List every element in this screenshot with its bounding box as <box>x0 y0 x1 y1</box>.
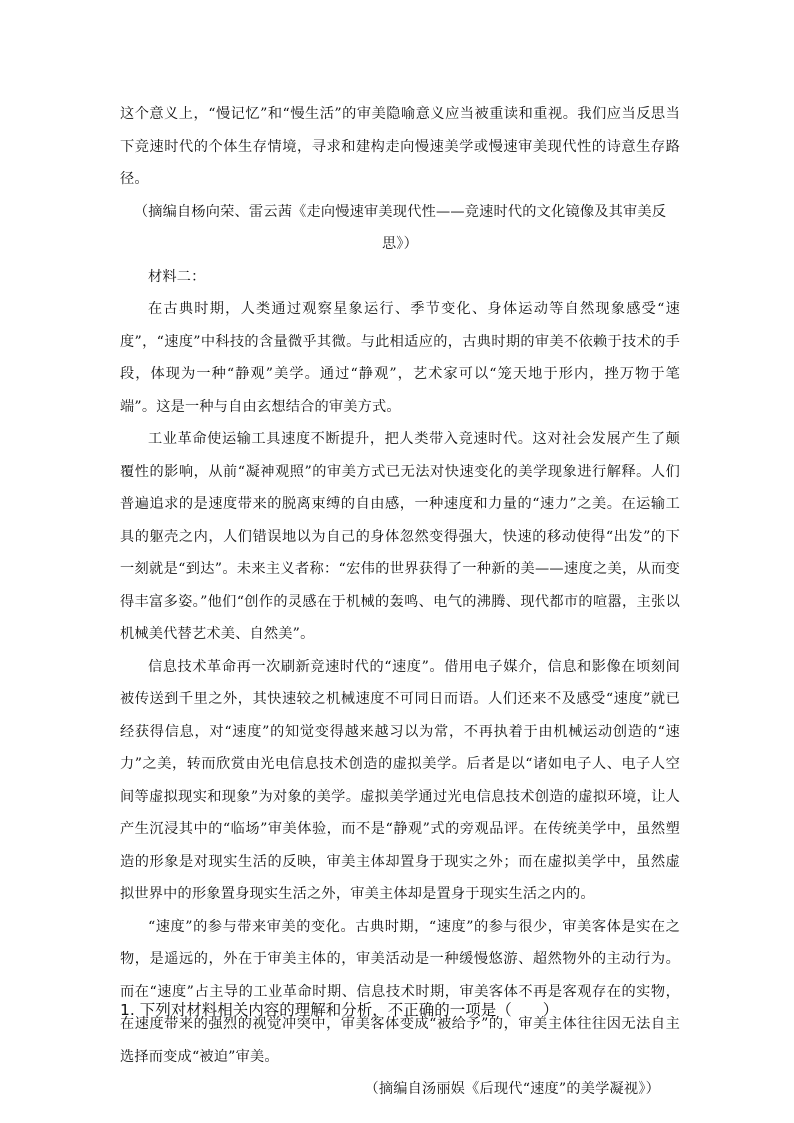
citation-material-2: （摘编自汤丽娱《后现代“速度”的美学凝视》） <box>364 1081 660 1097</box>
paragraph-industrial-revolution: 工业革命使运输工具速度不断提升，把人类带入竞速时代。这对社会发展产生了颠覆性的影响，从前“凝神观照”的审美方式已无法对快速变化的美学现象进行解释。人们普遍追求的是速度带来的脱离束缚的自由感，一种速度和力量的“速力”之美。在运输工具的躯壳之内，人们错误地以为自己的身体忽然变得强大，快速的移动使得“出发”的下一刻就是“到达”。未来主义者称：“宏伟的世界获得了一种新的美——速度之美，从而变得丰富多姿。”他们“创作的灵感在于机械的轰鸣、电气的沸腾、现代都市的喧嚣，主张以机械美代替艺术美、自然美”。 <box>120 431 680 642</box>
paragraph-classical-period: 在古典时期，人类通过观察星象运行、季节变化、身体运动等自然现象感受“速度”，“速度”中科技的含量微乎其微。与此相适应的，古典时期的审美不依赖于技术的手段，体现为一种“静观”美学。通过“静观”，艺术家可以“笼天地于形内，挫万物于笔端”。这是一种与自由玄想结合的审美方式。 <box>120 301 680 415</box>
material-2-heading: 材料二： <box>148 268 206 285</box>
document-body <box>120 98 680 1106</box>
paragraph-speed-and-aesthetics: “速度”的参与带来审美的变化。古典时期，“速度”的参与很少，审美客体是实在之物，是遥远的，外在于审美主体的，审美活动是一种缓慢悠游、超然物外的主动行为。而在“速度”占主导的工业革命时期、信息技术时期，审美客体不再是客观存在的实物，在速度带来的强烈的视觉冲突中，审美客体变成“被给予”的，审美主体往往因无法自主选择而变成“被迫”审美。 <box>120 918 680 1065</box>
paragraph-slow-aesthetics-conclusion: 这个意义上，“慢记忆”和“慢生活”的审美隐喻意义应当被重读和重视。我们应当反思当下竞速时代的个体生存情境，寻求和建构走向慢速美学或慢速审美现代性的诗意生存路径。 <box>120 106 680 187</box>
citation-material-1: （摘编自杨向荣、雷云茜《走向慢速审美现代性——竞速时代的文化镜像及其审美反思》） <box>133 203 667 252</box>
question-1-stem: 1. 下列对材料相关内容的理解和分析，不正确的一项是（ ） <box>120 1001 559 1019</box>
paragraph-information-revolution: 信息技术革命再一次刷新竞速时代的“速度”。借用电子媒介，信息和影像在顷刻间被传送到千里之外，其快速较之机械速度不可同日而语。人们还来不及感受“速度”就已经获得信息，对“速度”的知觉变得越来越习以为常，不再执着于由机械运动创造的“速力”之美，转而欣赏由光电信息技术创造的虚拟美学。后者是以“诸如电子人、电子人空间等虚拟现实和现象”为对象的美学。虚拟美学通过光电信息技术创造的虚拟环境，让人产生沉浸其中的“临场”审美体验，而不是“静观”式的旁观品评。在传统美学中，虽然塑造的形象是对现实生活的反映，审美主体却置身于现实之外；而在虚拟美学中，虽然虚拟世界中的形象置身现实生活之外，审美主体却是置身于现实生活之内的。 <box>120 658 680 902</box>
